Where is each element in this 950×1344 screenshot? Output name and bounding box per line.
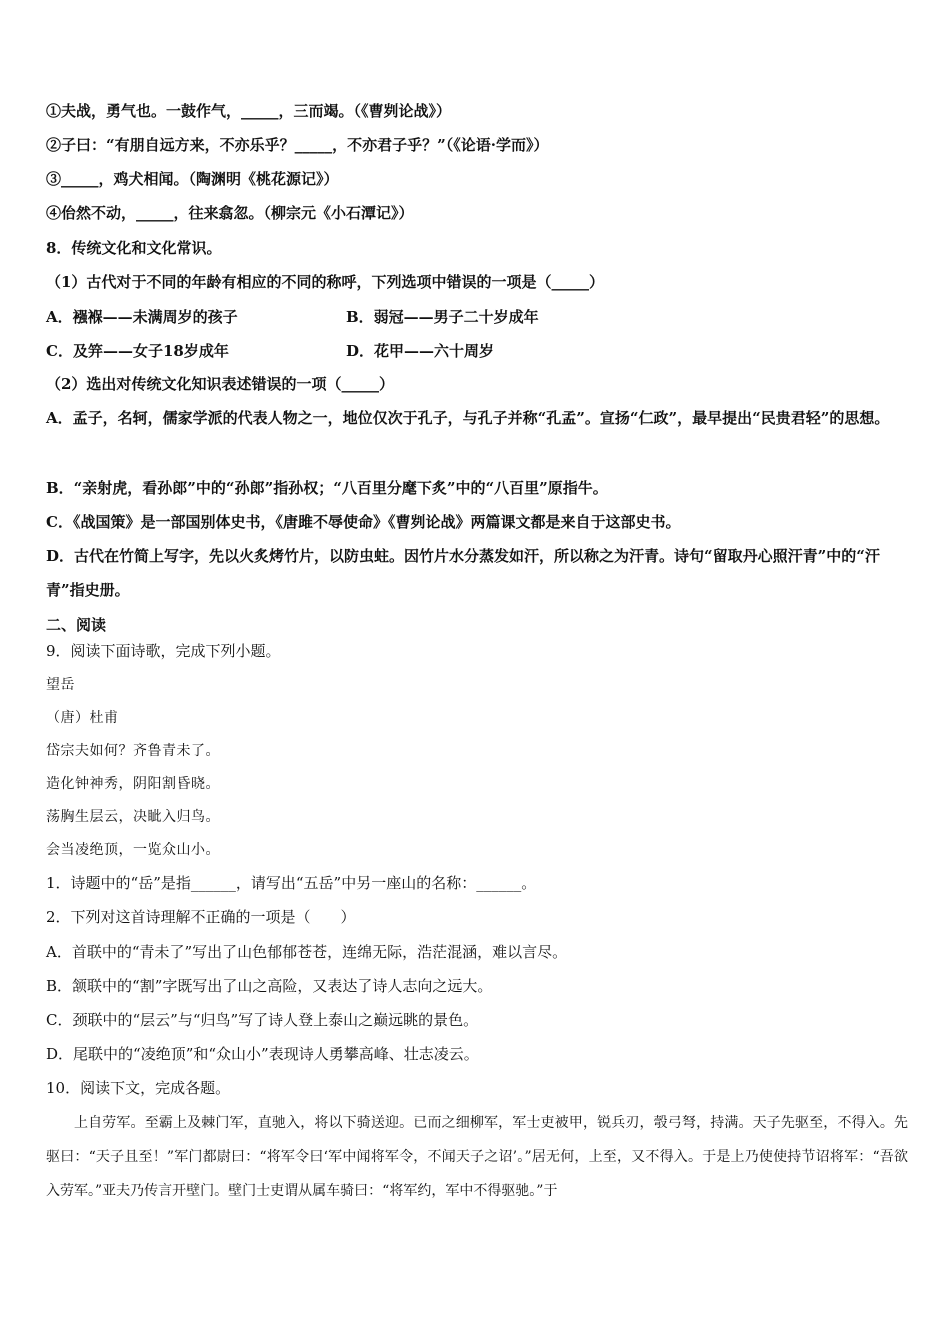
q8-sub2-option-d: D．古代在竹简上写字，先以火炙烤竹片，以防虫蛀。因竹片水分蒸发如汗，所以称之为汗青。诗句“留取丹心照汗青”中的“汗青”指史册。: [46, 547, 880, 599]
q8-sub2-stem: （2）选出对传统文化知识表述错误的一项（_____）: [46, 375, 394, 393]
q8-sub1-stem: （1）古代对于不同的年龄有相应的不同的称呼，下列选项中错误的一项是（_____）: [46, 273, 604, 291]
q9-option-b: B．颔联中的“割”字既写出了山之高险，又表达了诗人志向之远大。: [46, 977, 493, 995]
poem-line-4: 会当凌绝顶，一览众山小。: [46, 842, 220, 858]
q10-title: 10．阅读下文，完成各题。: [46, 1079, 231, 1097]
q8-sub2-option-a: A．孟子，名轲，儒家学派的代表人物之一，地位仅次于孔子，与孔子并称“孔孟”。宣扬“仁政”，最早提出“民贵君轻”的思想。: [46, 409, 890, 427]
q9-option-c: C．颈联中的“层云”与“归鸟”写了诗人登上泰山之巅远眺的景色。: [46, 1011, 479, 1029]
poem-line-3: 荡胸生层云，决眦入归鸟。: [46, 809, 220, 825]
q9-subquestion-1: 1．诗题中的“岳”是指______，请写出“五岳”中另一座山的名称：______。: [46, 874, 537, 892]
poem-line-2: 造化钟神秀，阴阳割昏晓。: [46, 776, 220, 792]
poem-author: （唐）杜甫: [46, 710, 119, 726]
q9-option-a: A．首联中的“青未了”写出了山色郁郁苍苍，连绵无际，浩茫混涵，难以言尽。: [46, 943, 568, 961]
fill-in-item-3: ③_____，鸡犬相闻。（陶渊明《桃花源记》）: [46, 170, 339, 188]
section-heading: 二、阅读: [46, 616, 107, 634]
q9-subquestion-2: 2．下列对这首诗理解不正确的一项是（ ）: [46, 908, 356, 926]
q8-title: 8．传统文化和文化常识。: [46, 239, 222, 257]
fill-in-item-1: ①夫战，勇气也。一鼓作气，_____，三而竭。（《曹刿论战》）: [46, 102, 452, 120]
q9-title: 9．阅读下面诗歌，完成下列小题。: [46, 642, 281, 660]
q8-sub1-option-b: B．弱冠——男子二十岁成年: [346, 308, 539, 326]
poem-line-1: 岱宗夫如何？齐鲁青未了。: [46, 743, 220, 759]
fill-in-item-4: ④佁然不动，_____，往来翕忽。（柳宗元《小石潭记》）: [46, 204, 414, 222]
q8-sub1-option-a: A．襁褓——未满周岁的孩子: [46, 308, 238, 326]
fill-in-item-2: ②子曰：“有朋自远方来，不亦乐乎？_____，不亦君子乎？”（《论语·学而》）: [46, 136, 549, 154]
q10-passage: 上自劳军。至霸上及棘门军，直驰入，将以下骑送迎。已而之细柳军，军士吏被甲，锐兵刃，彀弓弩，持满。天子先驱至，不得入。先驱曰：“天子且至！”军门都尉曰：“将军令曰‘军中闻将军令，不闻天子之诏’。”居无何，上至，又不得入。于是上乃使使持节诏将军：“吾欲入劳军。”亚夫乃传言开壁门。壁门士吏谓从属车骑曰：“将军约，军中不得驱驰。”于: [46, 1115, 908, 1199]
q9-option-d: D．尾联中的“凌绝顶”和“众山小”表现诗人勇攀高峰、壮志凌云。: [46, 1045, 479, 1063]
q8-sub1-option-d: D．花甲——六十周岁: [346, 342, 495, 360]
poem-title: 望岳: [46, 677, 75, 693]
q8-sub1-option-c: C．及笄——女子18岁成年: [46, 342, 229, 360]
q8-sub2-option-c: C．《战国策》是一部国别体史书，《唐雎不辱使命》《曹刿论战》两篇课文都是来自于这部史书。: [46, 513, 681, 531]
q8-sub2-option-b: B．“亲射虎，看孙郎”中的“孙郎”指孙权；“八百里分麾下炙”中的“八百里”原指牛。: [46, 479, 608, 497]
